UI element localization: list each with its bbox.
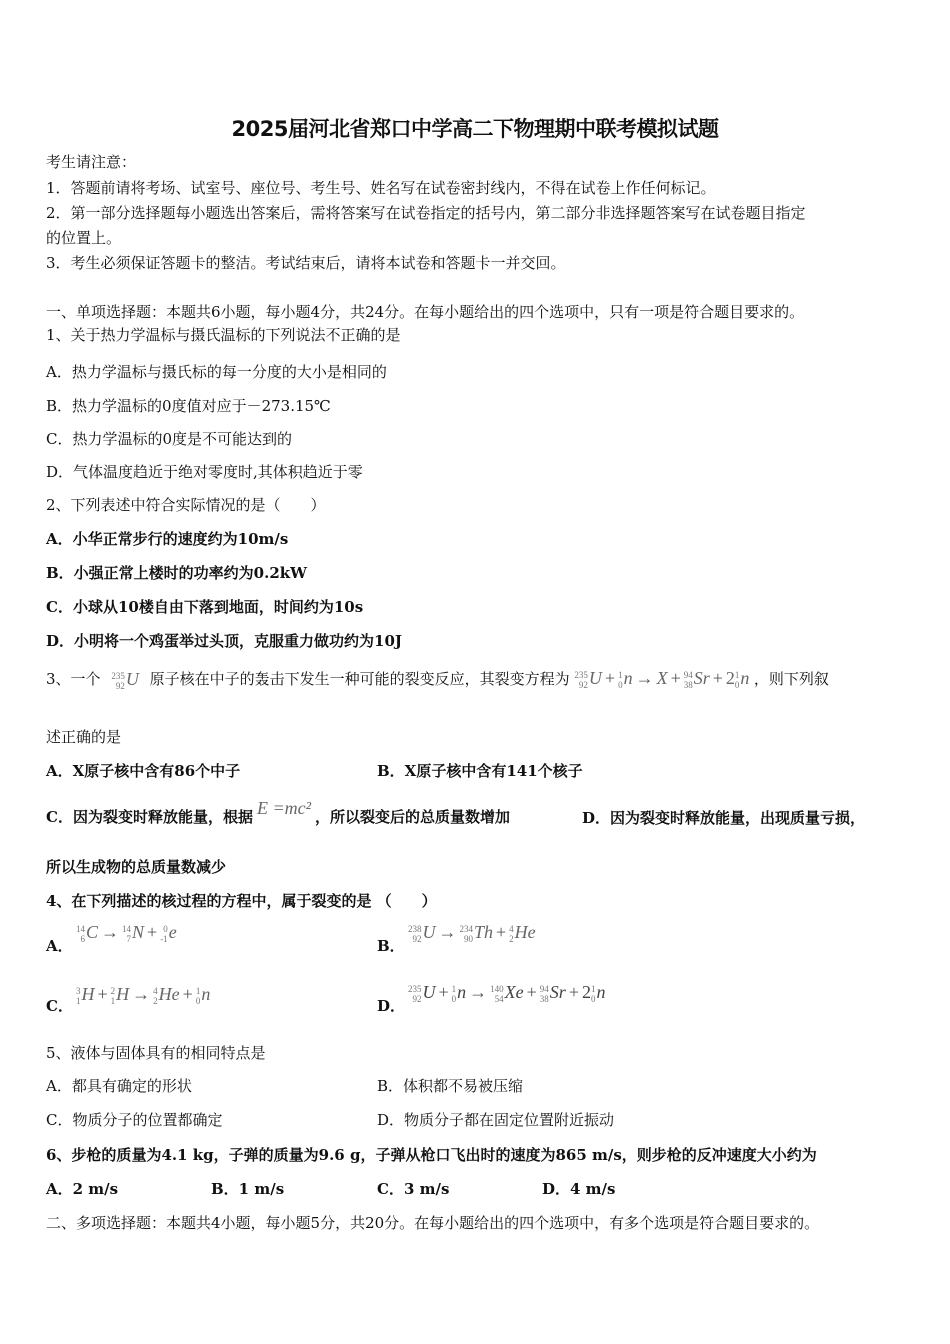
notice-item: 2．第一部分选择题每小题选出答案后，需将答案写在试卷指定的括号内，第二部分非选择题答案写在试卷题目指定 bbox=[46, 204, 806, 222]
atomic-number: 92 bbox=[578, 679, 588, 690]
notice-item: 1．答题前请将考场、试室号、座位号、考生号、姓名写在试卷密封线内，不得在试卷上作任何标记。 bbox=[46, 179, 716, 197]
option-d: D．物质分子都在固定位置附近振动 bbox=[377, 1111, 615, 1129]
option-b: B．1 m/s bbox=[211, 1180, 285, 1198]
option-b-equation: 238 92 U → 234 90 Th + 4 2 He bbox=[408, 922, 536, 944]
question-stem bbox=[46, 668, 829, 691]
option-a-label: A． bbox=[46, 937, 73, 955]
question-stem: 2、下列表述中符合实际情况的是（ ） bbox=[46, 496, 326, 514]
element-symbol: U bbox=[588, 668, 602, 688]
question-stem: 5、液体与固体具有的相同特点是 bbox=[46, 1044, 266, 1062]
plus-sign: + bbox=[670, 668, 681, 688]
option-c: C．热力学温标的0度是不可能达到的 bbox=[46, 430, 293, 448]
stem-prefix: 3、一个 bbox=[46, 670, 101, 688]
section-heading: 一、单项选择题：本题共6小题，每小题4分，共24分。在每小题给出的四个选项中，只有一项是符合题目要求的。 bbox=[46, 303, 805, 321]
mass-number: 235 bbox=[574, 669, 588, 680]
question-stem-line2: 述正确的是 bbox=[46, 728, 122, 746]
plus-sign: + bbox=[712, 668, 723, 688]
option-d-label: D． bbox=[377, 997, 406, 1015]
atomic-number: 92 bbox=[115, 680, 125, 691]
option-c-equation: 3 1 H + 2 1 H → 4 2 He + 1 0 n bbox=[76, 984, 211, 1006]
mass-number: 1 bbox=[734, 669, 740, 680]
option-b: B．体积都不易被压缩 bbox=[377, 1077, 524, 1095]
question-stem: 6、步枪的质量为4.1 kg，子弹的质量为9.6 g，子弹从枪口飞出时的速度为865 m/s，则步枪的反冲速度大小约为 bbox=[46, 1146, 817, 1164]
option-c-suffix: ，所以裂变后的总质量数增加 bbox=[314, 808, 510, 826]
atomic-number: 0 bbox=[734, 679, 740, 690]
option-c: C．物质分子的位置都确定 bbox=[46, 1111, 223, 1129]
atomic-number: 38 bbox=[683, 679, 693, 690]
option-c-prefix: C．因为裂变时释放能量，根据 bbox=[46, 808, 253, 826]
option-d-equation: 235 92 U + 1 0 n → 140 54 Xe + 94 38 Sr + 2 1 0 n bbox=[408, 982, 606, 1004]
option-c bbox=[46, 798, 510, 827]
element-symbol: X bbox=[656, 668, 668, 688]
option-b: B．小强正常上楼时的功率约为0.2kW bbox=[46, 564, 308, 582]
question-stem: 1、关于热力学温标与摄氏温标的下列说法不正确的是 bbox=[46, 326, 401, 344]
option-c: C．3 m/s bbox=[377, 1180, 450, 1198]
option-b: B．X原子核中含有141个核子 bbox=[377, 762, 583, 780]
notice-item: 的位置上。 bbox=[46, 229, 122, 247]
notice-heading: 考生请注意： bbox=[46, 153, 137, 171]
mass-number: 1 bbox=[618, 669, 623, 680]
coefficient: 2 bbox=[725, 668, 735, 688]
page-title: 2025届河北省郑口中学高二下物理期中联考模拟试题 bbox=[231, 117, 719, 141]
plus-sign: + bbox=[604, 668, 616, 688]
option-d: D．因为裂变时释放能量，出现质量亏损， bbox=[582, 809, 866, 827]
option-a: A．2 m/s bbox=[46, 1180, 119, 1198]
element-symbol: n bbox=[623, 668, 633, 688]
option-a: A．都具有确定的形状 bbox=[46, 1077, 192, 1095]
stem-suffix: ，则下列叙 bbox=[753, 670, 829, 688]
element-symbol: U bbox=[125, 669, 139, 690]
element-symbol: Sr bbox=[693, 668, 710, 688]
option-a: A．热力学温标与摄氏标的每一分度的大小是相同的 bbox=[46, 363, 387, 381]
notice-item: 3．考生必须保证答题卡的整洁。考试结束后，请将本试卷和答题卡一并交回。 bbox=[46, 254, 566, 272]
stem-mid: 原子核在中子的轰击下发生一种可能的裂变反应，其裂变方程为 bbox=[149, 670, 570, 688]
option-b: B．热力学温标的0度值对应于－273.15℃ bbox=[46, 397, 331, 415]
option-b-label: B． bbox=[377, 937, 405, 955]
option-d: D．小明将一个鸡蛋举过头顶，克服重力做功约为10J bbox=[46, 632, 402, 650]
option-a-equation: 14 6 C → 14 7 N + 0 -1 e bbox=[76, 922, 177, 944]
fission-equation bbox=[574, 668, 753, 688]
arrow-icon: → bbox=[635, 668, 654, 688]
mass-number: 94 bbox=[683, 669, 693, 680]
section-heading: 二、多项选择题：本题共4小题，每小题5分，共20分。在每小题给出的四个选项中，有多个选项是符合题目要求的。 bbox=[46, 1214, 820, 1232]
atomic-number: 0 bbox=[618, 679, 623, 690]
nuclide-u235 bbox=[111, 669, 139, 691]
mass-energy-formula: E =mc² bbox=[256, 798, 311, 818]
element-symbol: n bbox=[740, 668, 750, 688]
mass-number: 235 bbox=[111, 670, 125, 681]
option-d-line2: 所以生成物的总质量数减少 bbox=[46, 858, 227, 876]
option-a: A．X原子核中含有86个中子 bbox=[46, 762, 241, 780]
option-c-label: C． bbox=[46, 997, 73, 1015]
option-d: D．4 m/s bbox=[542, 1180, 616, 1198]
question-stem: 4、在下列描述的核过程的方程中，属于裂变的是 （ ） bbox=[46, 892, 437, 910]
option-d: D．气体温度趋近于绝对零度时,其体积趋近于零 bbox=[46, 463, 363, 481]
option-c: C．小球从10楼自由下落到地面，时间约为10s bbox=[46, 598, 364, 616]
option-a: A．小华正常步行的速度约为10m/s bbox=[46, 530, 289, 548]
